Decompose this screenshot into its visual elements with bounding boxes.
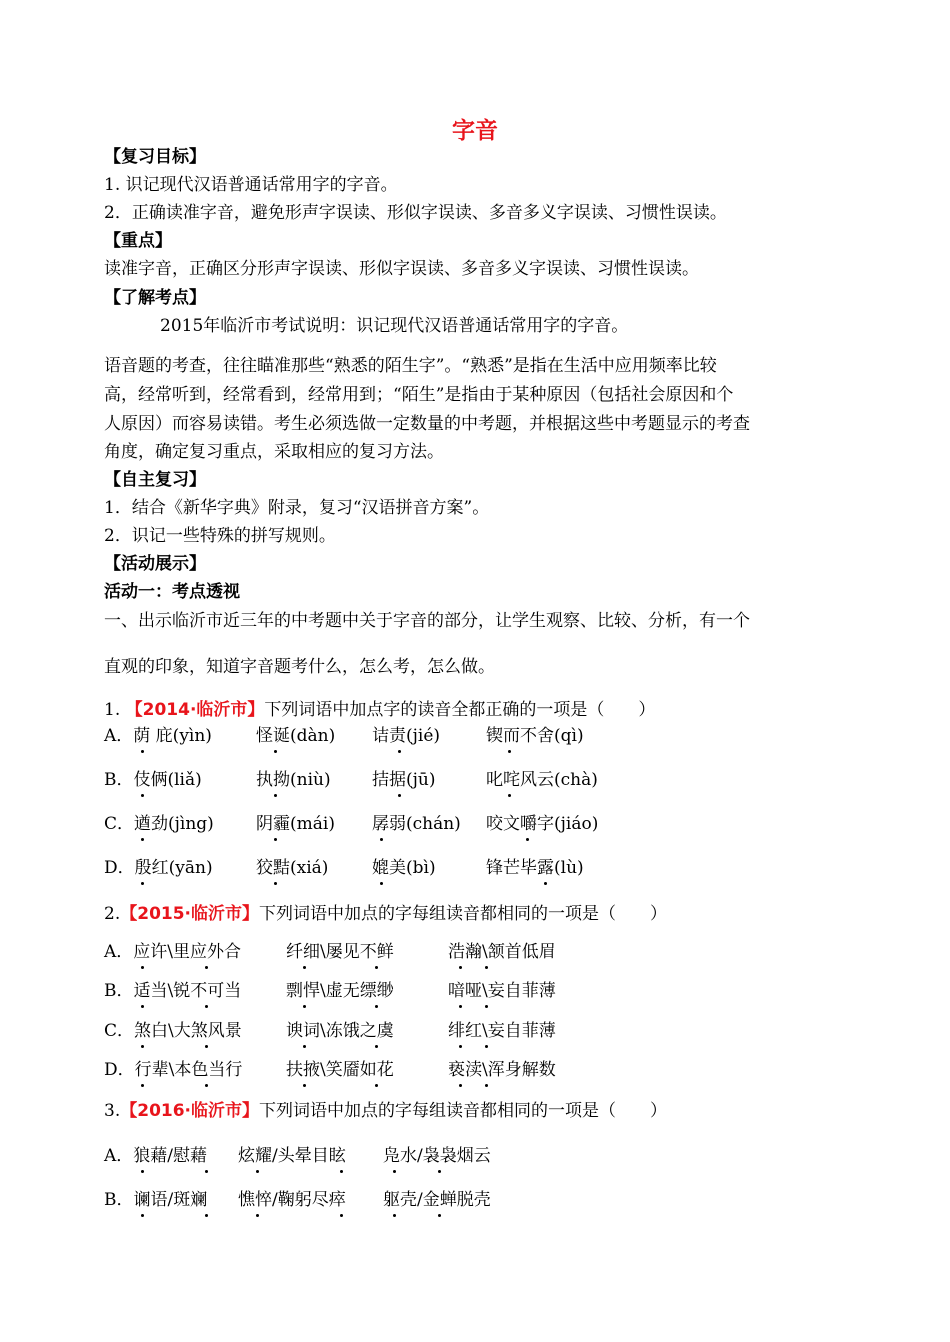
para-line-3: 人原因）而容易读错。考生必须选做一定数量的中考题，并根据这些中考题显示的考查 [104, 414, 750, 434]
q1-option-c-1: C．遒劲(jìng) [104, 814, 214, 834]
emphasis-dot [485, 966, 488, 969]
q1-option-c-2: 阴霾(mái) [256, 814, 335, 834]
q1-option-a-1: A．荫 庇(yìn) [104, 726, 212, 746]
goal-2: 2．正确读准字音，避免形声字误读、形似字误读、多音多义字误读、习惯性误读。 [104, 203, 727, 223]
q2-option-b-1: B．适当\锐不可当 [104, 981, 242, 1001]
emphasis-dot [380, 882, 383, 885]
activity-1-title: 活动一：考点透视 [104, 582, 240, 602]
question-stem: 下列词语中加点的字每组读音都相同的一项是（ ） [259, 904, 668, 924]
emphasis-dot [205, 1170, 208, 1173]
emphasis-dot [398, 794, 401, 797]
q1-option-b-2: 执拗(niù) [256, 770, 331, 790]
emphasis-dot [205, 1005, 208, 1008]
emphasis-dot [393, 1214, 396, 1217]
emphasis-dot [141, 966, 144, 969]
emphasis-dot [303, 1045, 306, 1048]
q2-option-c-2: 谀词\冻饿之虞 [286, 1021, 394, 1041]
goals-heading: 【复习目标】 [104, 147, 206, 167]
emphasis-dot [303, 966, 306, 969]
q1-option-a-2: 怪诞(dàn) [256, 726, 336, 746]
q2-option-a-1: A．应许\里应外合 [104, 942, 242, 962]
emphasis-dot [340, 1170, 343, 1173]
q1-option-a-4: 锲而不舍(qì) [486, 726, 584, 746]
emphasis-dot [380, 838, 383, 841]
emphasis-dot [205, 1214, 208, 1217]
question-number: 2. [104, 904, 121, 924]
emphasis-dot [485, 1005, 488, 1008]
emphasis-dot [340, 1214, 343, 1217]
emphasis-dot [141, 750, 144, 753]
question-stem: 下列词语中加点的字每组读音都相同的一项是（ ） [259, 1101, 668, 1121]
emphasis-dot [141, 1170, 144, 1173]
emphasis-dot [544, 882, 547, 885]
key-text: 读准字音，正确区分形声字误读、形似字误读、多音多义字误读、习惯性误读。 [104, 259, 699, 279]
emphasis-dot [459, 1045, 462, 1048]
q3-option-a-2: 炫耀/头晕目眩 [238, 1146, 346, 1166]
emphasis-dot [274, 882, 277, 885]
q1-option-a-3: 诘责(jié) [372, 726, 441, 746]
emphasis-dot [459, 1005, 462, 1008]
para-line-2: 高，经常听到，经常看到，经常用到；“陌生”是指由于某种原因（包括社会原因和个 [104, 385, 734, 405]
q3-option-b-3: 躯壳/金蝉脱壳 [383, 1190, 491, 1210]
q2-option-b-3: 喑哑\妄自菲薄 [448, 981, 556, 1001]
q2-option-d-1: D．行辈\本色当行 [104, 1060, 243, 1080]
intro-line-1: 一、出示临沂市近三年的中考题中关于字音的部分，让学生观察、比较、分析，有一个 [104, 611, 750, 631]
emphasis-dot [459, 1084, 462, 1087]
emphasis-dot [438, 1214, 441, 1217]
emphasis-dot [256, 1170, 259, 1173]
emphasis-dot [526, 838, 529, 841]
q2-option-a-3: 浩瀚\颔首低眉 [448, 942, 556, 962]
emphasis-dot [141, 1005, 144, 1008]
q1-option-d-4: 锋芒毕露(lù) [486, 858, 584, 878]
emphasis-dot [375, 1045, 378, 1048]
q1-option-b-4: 叱咤风云(chà) [486, 770, 598, 790]
q3-option-a-3: 凫水/袅袅烟云 [383, 1146, 491, 1166]
emphasis-dot [274, 750, 277, 753]
emphasis-dot [375, 1005, 378, 1008]
emphasis-dot [398, 750, 401, 753]
emphasis-dot [205, 1084, 208, 1087]
q1-option-b-3: 拮据(jū) [372, 770, 436, 790]
q2-option-d-2: 扶掖\笑靥如花 [286, 1060, 394, 1080]
question-number: 1. [104, 700, 121, 720]
emphasis-dot [274, 838, 277, 841]
q1-option-d-1: D．殷红(yān) [104, 858, 213, 878]
question-1-stem-line [104, 699, 655, 721]
question-source-tag: 【2015·临沂市】 [120, 904, 260, 924]
q2-option-a-2: 纤细\屡见不鲜 [286, 942, 394, 962]
emphasis-dot [303, 1084, 306, 1087]
emphasis-dot [508, 750, 511, 753]
page-title: 字音 [452, 118, 498, 144]
emphasis-dot [274, 794, 277, 797]
question-source-tag: 【2016·临沂市】 [120, 1101, 260, 1121]
emphasis-dot [141, 794, 144, 797]
emphasis-dot [459, 966, 462, 969]
emphasis-dot [141, 1045, 144, 1048]
question-3-stem-line [104, 1100, 667, 1122]
emphasis-dot [141, 838, 144, 841]
question-number: 3. [104, 1101, 121, 1121]
emphasis-dot [303, 1005, 306, 1008]
q2-option-d-3: 亵渎\浑身解数 [448, 1060, 556, 1080]
emphasis-dot [205, 1045, 208, 1048]
q1-option-b-1: B．伎俩(liǎ) [104, 770, 202, 790]
emphasis-dot [141, 882, 144, 885]
activity-heading: 【活动展示】 [104, 554, 206, 574]
goal-1: 1. 识记现代汉语普通话常用字的字音。 [104, 175, 398, 195]
q3-option-b-1: B．谰语/斑斓 [104, 1190, 208, 1210]
q1-option-c-4: 咬文嚼字(jiáo) [486, 814, 599, 834]
emphasis-dot [256, 1214, 259, 1217]
emphasis-dot [375, 966, 378, 969]
intro-line-2: 直观的印象，知道字音题考什么，怎么考，怎么做。 [104, 657, 495, 677]
self-heading: 【自主复习】 [104, 470, 206, 490]
q3-option-a-1: A．狼藉/慰藉 [104, 1146, 208, 1166]
self-item-1: 1．结合《新华字典》附录，复习“汉语拼音方案”。 [104, 498, 490, 518]
q3-option-b-2: 憔悴/鞠躬尽瘁 [238, 1190, 346, 1210]
key-heading: 【重点】 [104, 231, 172, 251]
question-2-stem-line [104, 903, 667, 925]
para-line-1: 语音题的考查，往往瞄准那些“熟悉的陌生字”。“熟悉”是指在生活中应用频率比较 [104, 356, 717, 376]
self-item-2: 2．识记一些特殊的拼写规则。 [104, 526, 336, 546]
exam-note: 2015年临沂市考试说明：识记现代汉语普通话常用字的字音。 [160, 316, 629, 336]
emphasis-dot [438, 1170, 441, 1173]
emphasis-dot [485, 1084, 488, 1087]
emphasis-dot [141, 1214, 144, 1217]
emphasis-dot [375, 1084, 378, 1087]
q1-option-d-2: 狡黠(xiá) [256, 858, 329, 878]
q2-option-b-2: 剽悍\虚无缥缈 [286, 981, 394, 1001]
question-stem: 下列词语中加点字的读音全都正确的一项是（ ） [264, 700, 656, 720]
para-line-4: 角度，确定复习重点，采取相应的复习方法。 [104, 442, 444, 462]
emphasis-dot [205, 966, 208, 969]
q1-option-c-3: 孱弱(chán) [372, 814, 461, 834]
emphasis-dot [141, 1084, 144, 1087]
q1-option-d-3: 媲美(bì) [372, 858, 436, 878]
q2-option-c-3: 绯红\妄自菲薄 [448, 1021, 556, 1041]
question-source-tag: 【2014·临沂市】 [125, 700, 265, 720]
emphasis-dot [485, 1045, 488, 1048]
emphasis-dot [393, 1170, 396, 1173]
q2-option-c-1: C．煞白\大煞风景 [104, 1021, 242, 1041]
emphasis-dot [508, 794, 511, 797]
exam-heading: 【了解考点】 [104, 288, 206, 308]
